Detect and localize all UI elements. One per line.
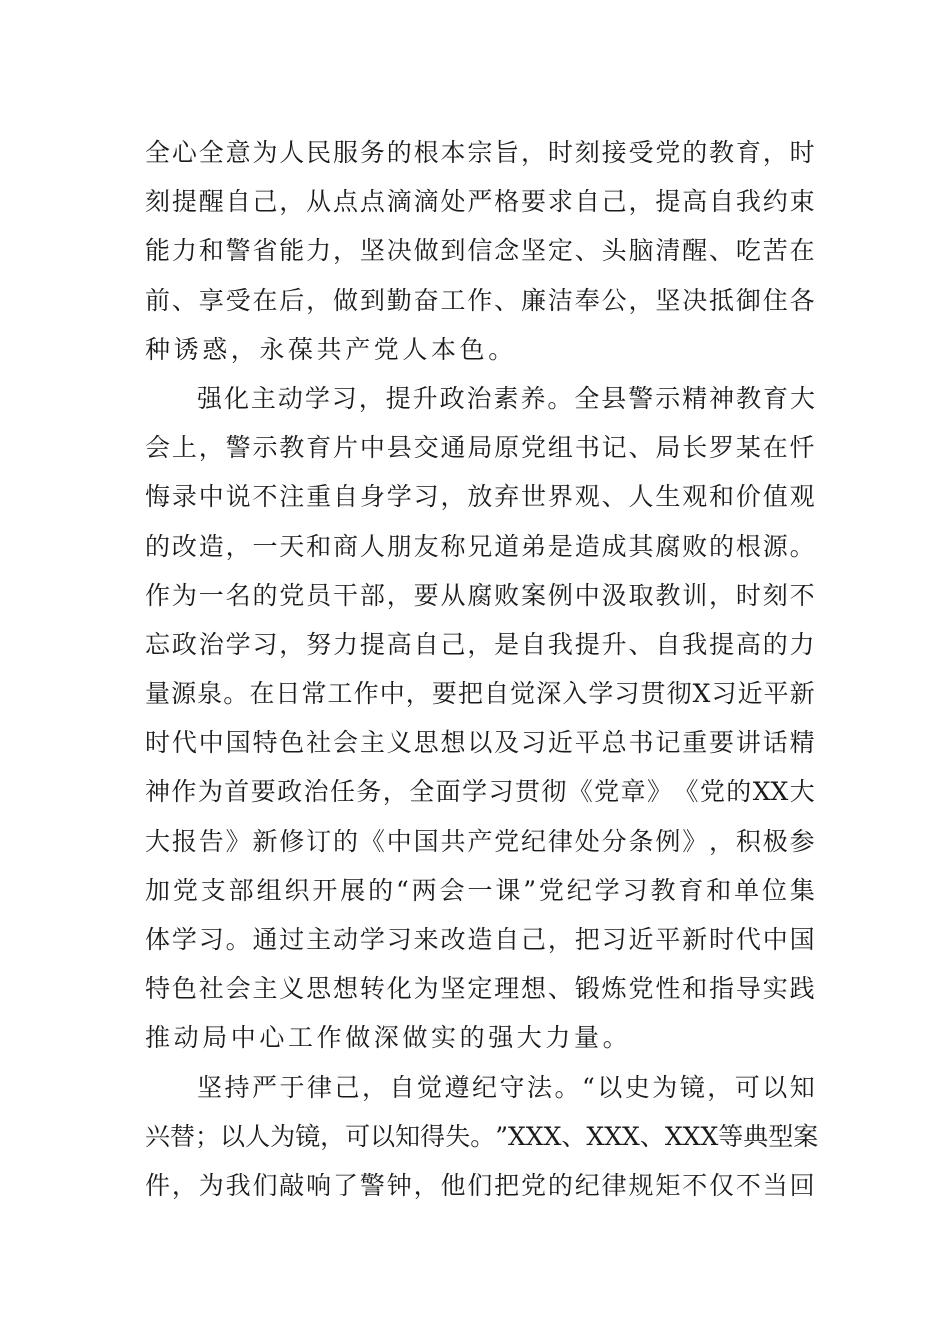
paragraph-start-line: 坚 持 严 于 律 己 ， 自 觉 遵 纪 守 法 。 “ 以 史 为 镜 ， 可 以 知 (197, 1072, 815, 1102)
text-line: 量 源 泉 。 在 日 常 工 作 中 ， 要 把 自 觉 深 入 学 习 贯 彻 X 习 近 平 新 (145, 679, 815, 709)
paragraph-start-line: 强 化 主 动 学 习 ， 提 升 政 治 素 养 。 全 县 警 示 精 神 教 育 大 (197, 383, 815, 413)
text-line: 大 报 告 》 新 修 订 的 《 中 国 共 产 党 纪 律 处 分 条 例 》 ， 积 极 参 (145, 826, 815, 856)
text-line: 悔 录 中 说 不 注 重 自 身 学 习 ， 放 弃 世 界 观 、 人 生 观 和 价 值 观 (145, 482, 815, 512)
text-line: 特 色 社 会 主 义 思 想 转 化 为 坚 定 理 想 、 锻 炼 党 性 和 指 导 实 践 (145, 974, 815, 1004)
text-line: 件 ， 为 我 们 敲 响 了 警 钟 ， 他 们 把 党 的 纪 律 规 矩 不 仅 不 当 回 (145, 1170, 815, 1200)
text-line: 作 为 一 名 的 党 员 干 部 ， 要 从 腐 败 案 例 中 汲 取 教 训 ， 时 刻 不 (145, 580, 815, 610)
body-text (145, 128, 819, 1210)
text-line: 种诱惑，永葆共产党人本色。 (145, 334, 517, 364)
text-line: 时 代 中 国 特 色 社 会 主 义 思 想 以 及 习 近 平 总 书 记 重 要 讲 话 精 (145, 728, 815, 758)
text-line: 刻 提 醒 自 己 ， 从 点 点 滴 滴 处 严 格 要 求 自 己 ， 提 高 自 我 约 束 (145, 187, 815, 217)
text-line: 能 力 和 警 省 能 力 ， 坚 决 做 到 信 念 坚 定 、 头 脑 清 醒 、 吃 苦 在 (145, 236, 815, 266)
text-line: 会 上 ， 警 示 教 育 片 中 县 交 通 局 原 党 组 书 记 、 局 长 罗 某 在 忏 (145, 433, 815, 463)
text-line: 前 、 享 受 在 后 ， 做 到 勤 奋 工 作 、 廉 洁 奉 公 ， 坚 决 抵 御 住 各 (145, 285, 815, 315)
text-line: 神 作 为 首 要 政 治 任 务 ， 全 面 学 习 贯 彻 《 党 章 》 《 党 的 XX 大 (145, 777, 815, 807)
text-line: 全 心 全 意 为 人 民 服 务 的 根 本 宗 旨 ， 时 刻 接 受 党 的 教 育 ， 时 (145, 138, 815, 167)
text-line: 体 学 习 。 通 过 主 动 学 习 来 改 造 自 己 ， 把 习 近 平 新 时 代 中 国 (145, 925, 815, 954)
text-line: 兴 替 ； 以 人 为 镜 ， 可 以 知 得 失 。 ” XXX 、 XXX 、 XXX 等 典 型 案 (145, 1121, 819, 1151)
text-line: 忘 政 治 学 习 ， 努 力 提 高 自 己 ， 是 自 我 提 升 、 自 我 提 高 的 力 (145, 629, 815, 659)
text-line: 加 党 支 部 组 织 开 展 的 “ 两 会 一 课 ” 党 纪 学 习 教 育 和 单 位 集 (145, 875, 815, 905)
text-line: 推动局中心工作做深做实的强大力量。 (145, 1023, 632, 1053)
text-line: 的 改 造 ， 一 天 和 商 人 朋 友 称 兄 道 弟 是 造 成 其 腐 败 的 根 源 。 (145, 531, 815, 561)
